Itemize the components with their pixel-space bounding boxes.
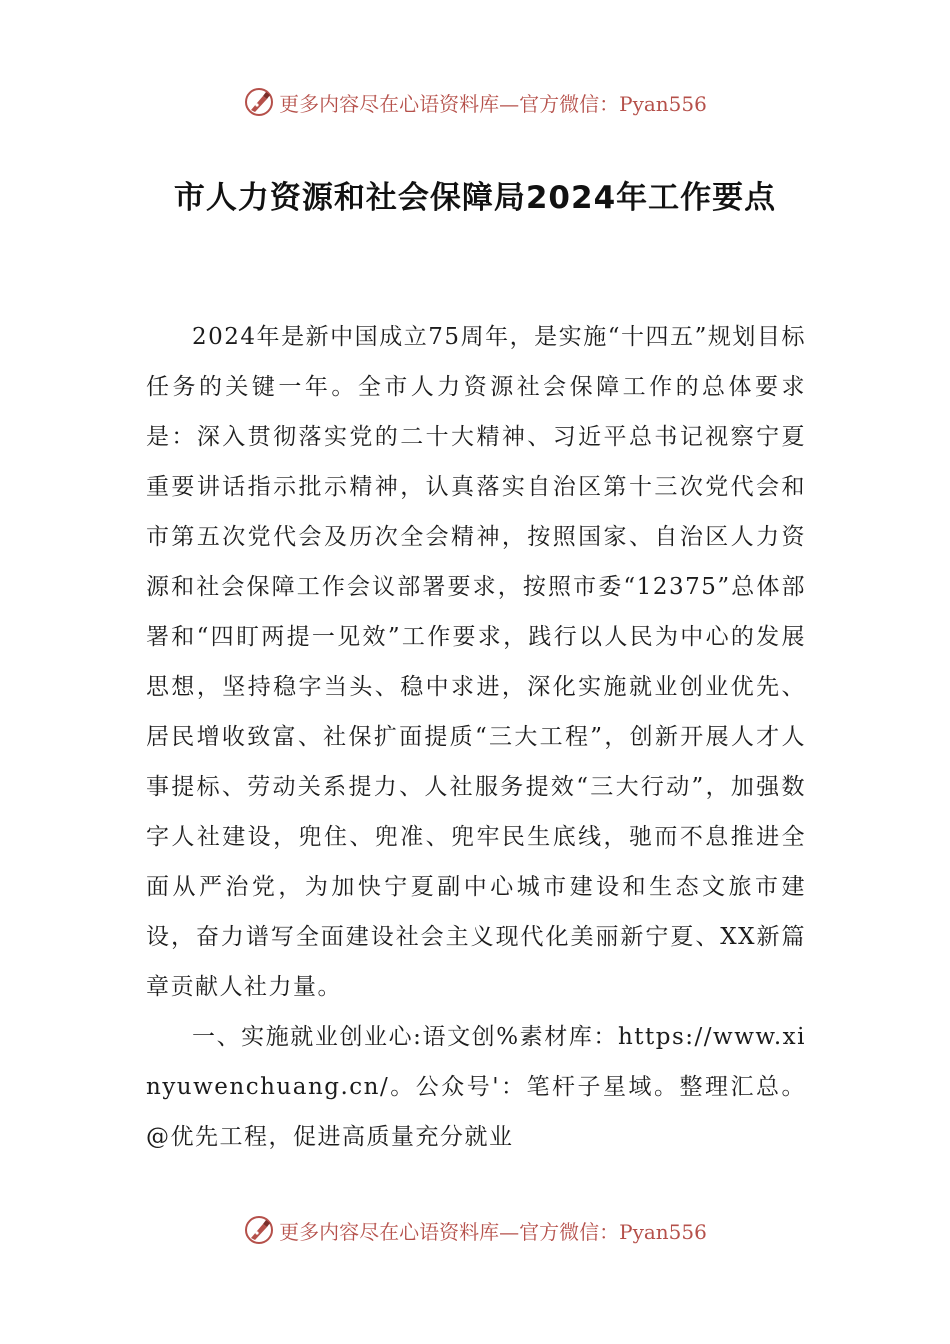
document-title: 市人力资源和社会保障局2024年工作要点	[173, 180, 777, 216]
pen-nib-logo-icon	[243, 86, 275, 118]
paragraph-section-1: 一、实施就业创业心:语文创%素材库：https://www.xinyuwenchuang.cn/。公众号'：笔杆子星域。整理汇总。@优先工程，促进高质量充分就业	[146, 1024, 806, 1150]
footer-banner	[0, 1210, 950, 1250]
paragraph-intro: 2024年是新中国成立75周年，是实施“十四五”规划目标任务的关键一年。全市人力资源社会保障工作的总体要求是：深入贯彻落实党的二十大精神、习近平总书记视察宁夏重要讲话指示批示精神，认真落实自治区第十三次党代会和市第五次党代会及历次全会精神，按照国家、自治区人力资源和社会保障工作会议部署要求，按照市委“12375”总体部署和“四盯两提一见效”工作要求，践行以人民为中心的发展思想，坚持稳字当头、稳中求进，深化实施就业创业优先、居民增收致富、社保扩面提质“三大工程”，创新开展人才人事提标、劳动关系提力、人社服务提效“三大行动”，加强数字人社建设，兜住、兜准、兜牢民生底线，驰而不息推进全面从严治党，为加快宁夏副中心城市建设和生态文旅市建设，奋力谱写全面建设社会主义现代化美丽新宁夏、XX新篇章贡献人社力量。	[146, 324, 806, 1000]
document-body	[146, 312, 806, 1162]
footer-banner-text: 更多内容尽在心语资料库—官方微信：Pyan556	[279, 1219, 707, 1244]
header-banner-text: 更多内容尽在心语资料库—官方微信：Pyan556	[279, 91, 707, 116]
pen-nib-logo-icon	[243, 1214, 275, 1246]
header-banner	[0, 82, 950, 122]
